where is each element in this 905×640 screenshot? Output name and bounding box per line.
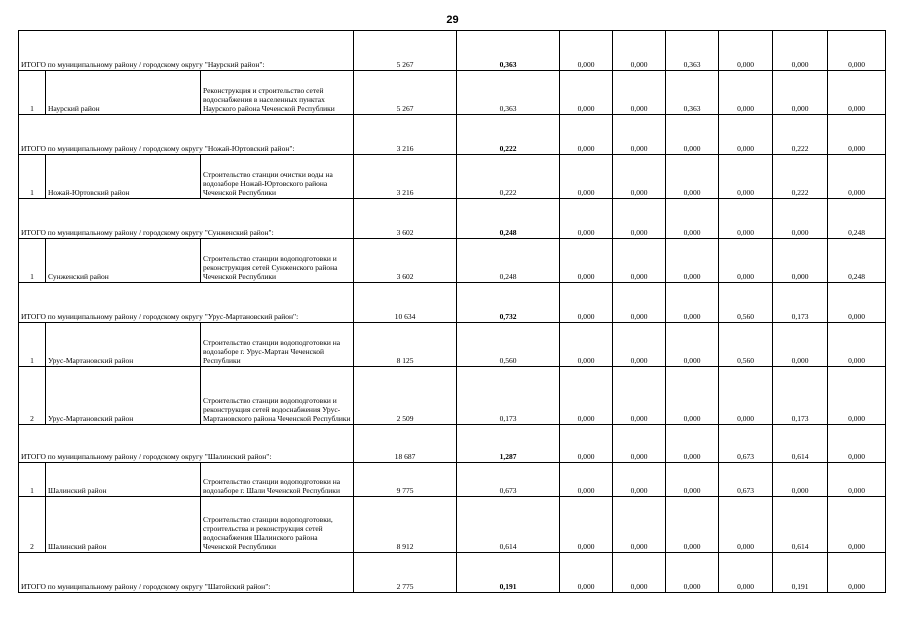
value-cell: 0,000 — [828, 463, 886, 497]
value-cell: 0,173 — [457, 367, 560, 425]
total-label: ИТОГО по муниципальному району / городскому округу "Ножай-Юртовский район": — [19, 115, 354, 155]
value-cell: 0,363 — [666, 31, 719, 71]
value-cell: 0,000 — [613, 31, 666, 71]
total-row — [19, 31, 886, 71]
value-cell: 0,000 — [773, 71, 828, 115]
value-cell: 0,000 — [560, 553, 613, 593]
value-cell: 0,000 — [828, 367, 886, 425]
row-index: 1 — [19, 155, 46, 199]
total-label: ИТОГО по муниципальному району / городскому округу "Урус-Мартановский район": — [19, 283, 354, 323]
value-cell: 0,000 — [666, 497, 719, 553]
value-cell: 0,173 — [773, 367, 828, 425]
value-cell: 0,614 — [457, 497, 560, 553]
value-cell: 3 602 — [354, 239, 457, 283]
value-cell: 0,248 — [828, 239, 886, 283]
item-row — [19, 463, 886, 497]
value-cell: 0,000 — [613, 323, 666, 367]
value-cell: 0,000 — [560, 323, 613, 367]
value-cell: 0,191 — [457, 553, 560, 593]
value-cell: 0,363 — [457, 71, 560, 115]
value-cell: 0,000 — [613, 463, 666, 497]
district-name: Ножай-Юртовский район — [46, 155, 201, 199]
value-cell: 9 775 — [354, 463, 457, 497]
total-label: ИТОГО по муниципальному району / городскому округу "Сунженский район": — [19, 199, 354, 239]
total-row — [19, 283, 886, 323]
value-cell: 0,363 — [457, 31, 560, 71]
total-label: ИТОГО по муниципальному району / городскому округу "Шатойский район": — [19, 553, 354, 593]
value-cell: 0,248 — [457, 199, 560, 239]
value-cell: 0,000 — [666, 239, 719, 283]
total-row — [19, 199, 886, 239]
value-cell: 0,560 — [457, 323, 560, 367]
value-cell: 3 216 — [354, 155, 457, 199]
value-cell: 0,000 — [719, 367, 773, 425]
row-index: 2 — [19, 497, 46, 553]
project-description: Строительство станции водоподготовки на водозаборе г. Урус-Мартан Чеченской Республики — [201, 323, 354, 367]
value-cell: 0,000 — [613, 367, 666, 425]
project-description: Строительство станции водоподготовки и реконструкция сетей водоснабжения Урус-Мартановского района Чеченской Республики — [201, 367, 354, 425]
page-number: 29 — [446, 14, 459, 26]
value-cell: 0,000 — [613, 283, 666, 323]
value-cell: 0,000 — [828, 553, 886, 593]
value-cell: 0,732 — [457, 283, 560, 323]
value-cell: 0,000 — [773, 31, 828, 71]
value-cell: 0,000 — [719, 553, 773, 593]
total-row — [19, 115, 886, 155]
district-name: Наурский район — [46, 71, 201, 115]
value-cell: 0,673 — [719, 463, 773, 497]
value-cell: 0,000 — [560, 497, 613, 553]
project-description: Реконструкция и строительство сетей водоснабжения в населенных пунктах Наурского района Чеченской Республики — [201, 71, 354, 115]
district-name: Урус-Мартановский район — [46, 367, 201, 425]
value-cell: 0,560 — [719, 323, 773, 367]
value-cell: 0,673 — [719, 425, 773, 463]
value-cell: 8 912 — [354, 497, 457, 553]
value-cell: 0,560 — [719, 283, 773, 323]
value-cell: 0,191 — [773, 553, 828, 593]
project-description: Строительство станции водоподготовки и реконструкция сетей Сунженского района Чеченской Республики — [201, 239, 354, 283]
value-cell: 0,000 — [773, 199, 828, 239]
value-cell: 0,000 — [666, 283, 719, 323]
value-cell: 0,000 — [613, 199, 666, 239]
value-cell: 0,000 — [828, 155, 886, 199]
value-cell: 0,000 — [613, 497, 666, 553]
row-index: 2 — [19, 367, 46, 425]
value-cell: 2 509 — [354, 367, 457, 425]
value-cell: 0,000 — [719, 115, 773, 155]
value-cell: 18 687 — [354, 425, 457, 463]
value-cell: 2 775 — [354, 553, 457, 593]
project-description: Строительство станции водоподготовки на водозаборе г. Шали Чеченской Республики — [201, 463, 354, 497]
row-index: 1 — [19, 463, 46, 497]
value-cell: 0,000 — [560, 115, 613, 155]
value-cell: 0,363 — [666, 71, 719, 115]
total-label: ИТОГО по муниципальному району / городскому округу "Шалинский район": — [19, 425, 354, 463]
district-name: Шалинский район — [46, 463, 201, 497]
value-cell: 0,000 — [560, 31, 613, 71]
value-cell: 10 634 — [354, 283, 457, 323]
value-cell: 0,614 — [773, 425, 828, 463]
item-row — [19, 239, 886, 283]
total-row — [19, 425, 886, 463]
value-cell: 0,000 — [560, 199, 613, 239]
value-cell: 0,000 — [666, 425, 719, 463]
value-cell: 0,000 — [613, 553, 666, 593]
value-cell: 0,222 — [457, 155, 560, 199]
value-cell: 0,000 — [828, 497, 886, 553]
district-name: Шалинский район — [46, 497, 201, 553]
value-cell: 1,287 — [457, 425, 560, 463]
item-row — [19, 71, 886, 115]
value-cell: 0,000 — [613, 71, 666, 115]
value-cell: 0,000 — [560, 239, 613, 283]
value-cell: 8 125 — [354, 323, 457, 367]
value-cell: 0,000 — [666, 463, 719, 497]
project-description: Строительство станции водоподготовки, строительства и реконструкция сетей водоснабжения Шалинского района Чеченской Республики — [201, 497, 354, 553]
value-cell: 0,000 — [613, 425, 666, 463]
value-cell: 0,000 — [828, 283, 886, 323]
value-cell: 5 267 — [354, 31, 457, 71]
project-description: Строительство станции очистки воды на водозаборе Ножай-Юртовского района Чеченской Республики — [201, 155, 354, 199]
value-cell: 0,000 — [613, 155, 666, 199]
row-index: 1 — [19, 239, 46, 283]
value-cell: 3 216 — [354, 115, 457, 155]
value-cell: 0,000 — [828, 71, 886, 115]
value-cell: 0,000 — [719, 155, 773, 199]
value-cell: 0,000 — [666, 199, 719, 239]
item-row — [19, 367, 886, 425]
value-cell: 0,000 — [828, 31, 886, 71]
value-cell: 0,000 — [719, 199, 773, 239]
value-cell: 0,000 — [560, 367, 613, 425]
item-row — [19, 323, 886, 367]
row-index: 1 — [19, 323, 46, 367]
value-cell: 0,000 — [719, 31, 773, 71]
value-cell: 0,000 — [719, 239, 773, 283]
total-row — [19, 553, 886, 593]
value-cell: 0,000 — [613, 239, 666, 283]
value-cell: 0,222 — [773, 115, 828, 155]
row-index: 1 — [19, 71, 46, 115]
total-label: ИТОГО по муниципальному району / городскому округу "Наурский район": — [19, 31, 354, 71]
value-cell: 0,000 — [773, 463, 828, 497]
item-row — [19, 155, 886, 199]
value-cell: 0,000 — [613, 115, 666, 155]
value-cell: 5 267 — [354, 71, 457, 115]
value-cell: 0,248 — [457, 239, 560, 283]
value-cell: 0,248 — [828, 199, 886, 239]
budget-table — [18, 30, 886, 593]
value-cell: 0,000 — [828, 425, 886, 463]
value-cell: 0,000 — [666, 323, 719, 367]
value-cell: 0,000 — [719, 71, 773, 115]
district-name: Сунженский район — [46, 239, 201, 283]
district-name: Урус-Мартановский район — [46, 323, 201, 367]
value-cell: 0,000 — [560, 71, 613, 115]
value-cell: 0,000 — [666, 155, 719, 199]
item-row — [19, 497, 886, 553]
value-cell: 0,000 — [828, 115, 886, 155]
value-cell: 0,000 — [828, 323, 886, 367]
value-cell: 0,000 — [666, 115, 719, 155]
value-cell: 0,222 — [457, 115, 560, 155]
value-cell: 0,000 — [773, 323, 828, 367]
value-cell: 0,000 — [666, 367, 719, 425]
value-cell: 0,673 — [457, 463, 560, 497]
value-cell: 0,000 — [560, 155, 613, 199]
value-cell: 0,000 — [560, 425, 613, 463]
value-cell: 0,173 — [773, 283, 828, 323]
value-cell: 0,614 — [773, 497, 828, 553]
value-cell: 0,222 — [773, 155, 828, 199]
value-cell: 0,000 — [560, 283, 613, 323]
value-cell: 0,000 — [719, 497, 773, 553]
value-cell: 0,000 — [773, 239, 828, 283]
value-cell: 3 602 — [354, 199, 457, 239]
value-cell: 0,000 — [666, 553, 719, 593]
value-cell: 0,000 — [560, 463, 613, 497]
